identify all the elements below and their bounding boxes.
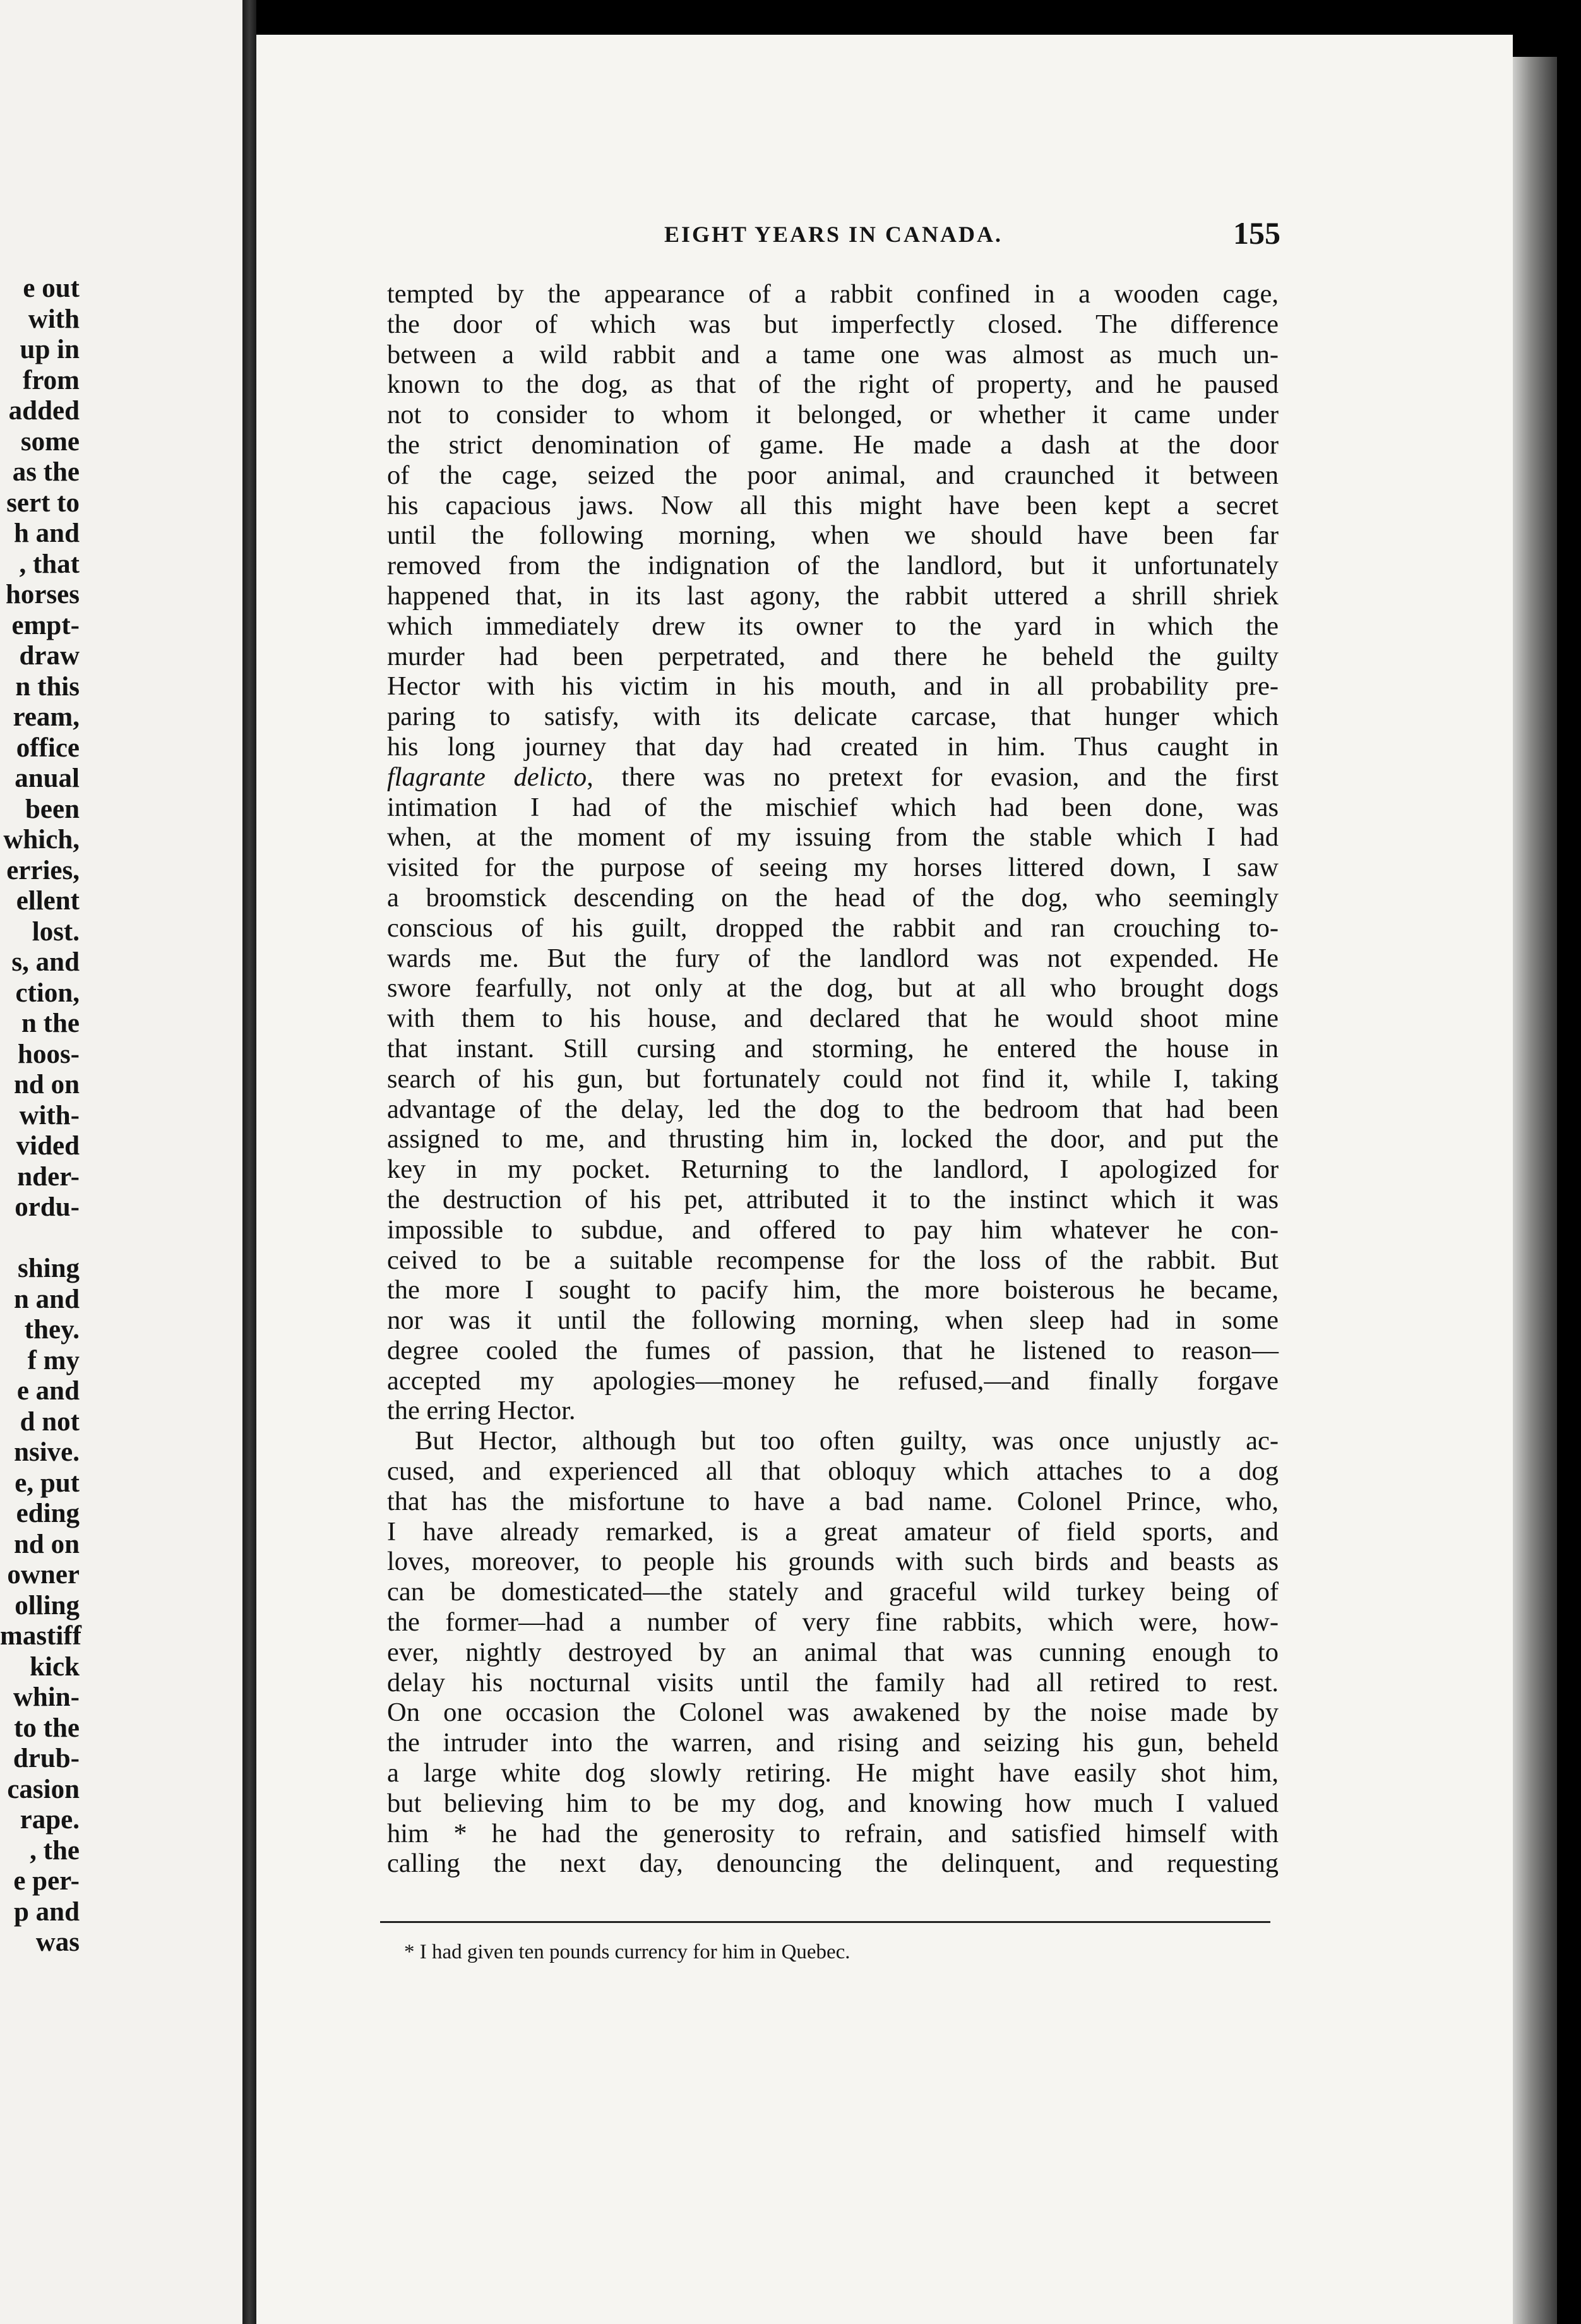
previous-page-line: nsive. — [14, 1437, 80, 1467]
text-line: But Hector, although but too often guilty, was once unjustly ac- — [415, 1426, 1279, 1456]
previous-page-line: whin- — [13, 1682, 80, 1712]
text-line: of the cage, seized the poor animal, and craunched it between — [387, 460, 1279, 490]
body-text — [387, 279, 1279, 1879]
previous-page-line: up in — [20, 335, 80, 364]
text-line: key in my pocket. Returning to the landlord, I apologized for — [387, 1154, 1279, 1185]
text-line: the erring Hector. — [387, 1396, 576, 1426]
previous-page-line: e and — [16, 1376, 80, 1406]
previous-page-line: d not — [20, 1406, 80, 1437]
previous-page-line: ream, — [13, 702, 80, 732]
previous-page-line: eding — [16, 1499, 80, 1528]
text-line: conscious of his guilt, dropped the rabbit and ran crouching to- — [387, 913, 1279, 943]
previous-page-line: nd on — [14, 1070, 80, 1099]
text-line: happened that, in its last agony, the rabbit uttered a shrill shriek — [387, 580, 1279, 611]
text-line: On one occasion the Colonel was awakened by the noise made by — [387, 1698, 1279, 1728]
text-line: between a wild rabbit and a tame one was almost as much un- — [387, 339, 1279, 369]
text-line: search of his gun, but fortunately could not find it, while I, taking — [387, 1063, 1279, 1094]
text-line: advantage of the delay, led the dog to the bedroom that had been — [387, 1094, 1279, 1124]
previous-page-line: anual — [15, 764, 80, 793]
text-line: that instant. Still cursing and storming, he entered the house in — [387, 1033, 1279, 1063]
previous-page-line: with — [28, 304, 80, 334]
text-line: cused, and experienced all that obloquy which attaches to a dog — [387, 1456, 1279, 1487]
text-line: the former—had a number of very fine rabbits, which were, how- — [387, 1607, 1279, 1638]
text-line: him * he had the generosity to refrain, and satisfied himself with — [387, 1818, 1279, 1848]
text-line: until the following morning, when we should have been far — [387, 520, 1279, 551]
text-line: the destruction of his pet, attributed it to the instinct which it was — [387, 1184, 1279, 1214]
text-line: Hector with his victim in his mouth, and in all probability pre- — [387, 671, 1279, 702]
text-line: impossible to subdue, and offered to pay him whatever he con- — [387, 1214, 1279, 1245]
text-line: loves, moreover, to people his grounds with such birds and beasts as — [387, 1547, 1279, 1577]
previous-page-line: from — [23, 365, 80, 395]
previous-page-line: office — [16, 733, 80, 763]
previous-page-line: rape. — [20, 1805, 80, 1835]
previous-page-line: lost. — [32, 916, 80, 947]
page-edge — [1513, 57, 1557, 2324]
text-line: not to consider to whom it belonged, or whether it came under — [387, 400, 1279, 430]
page-number: 155 — [1233, 215, 1280, 251]
text-line: when, at the moment of my issuing from the stable which I had — [387, 822, 1279, 853]
text-line: can be domesticated—the stately and graceful wild turkey being of — [387, 1577, 1279, 1607]
text-line: flagrante delicto, there was no pretext for evasion, and the first — [387, 762, 1279, 792]
text-line: a broomstick descending on the head of the dog, who seemingly — [387, 882, 1279, 913]
previous-page-line: been — [25, 794, 80, 824]
previous-page-line: e out — [23, 273, 80, 303]
previous-page-line: vided — [16, 1131, 80, 1161]
text-line: intimation I had of the mischief which had been done, was — [387, 792, 1279, 822]
text-line: with them to his house, and declared that he would shoot mine — [387, 1003, 1279, 1034]
previous-page-line — [0, 1223, 80, 1254]
previous-page-fragment — [0, 0, 242, 2324]
previous-page-line: as the — [12, 457, 80, 487]
text-line: ever, nightly destroyed by an animal that was cunning enough to — [387, 1637, 1279, 1667]
text-line: nor was it until the following morning, when sleep had in some — [387, 1305, 1279, 1336]
text-line: accepted my apologies—money he refused,—and finally forgave — [387, 1365, 1279, 1396]
previous-page-line: nd on — [14, 1529, 80, 1559]
text-line: ceived to be a suitable recompense for the loss of the rabbit. But — [387, 1245, 1279, 1275]
previous-page-line: hoos- — [18, 1039, 80, 1069]
text-line: degree cooled the fumes of passion, that he listened to reason— — [387, 1335, 1279, 1365]
previous-page-line: n the — [21, 1009, 80, 1038]
book-gutter — [242, 0, 256, 2324]
text-line: the more I sought to pacify him, the more boisterous he became, — [387, 1275, 1279, 1305]
previous-page-line: with- — [19, 1100, 80, 1130]
previous-page-line: erries, — [6, 855, 80, 885]
previous-page-line: e, put — [15, 1468, 80, 1498]
previous-page-line: shing — [17, 1254, 80, 1283]
text-line: that has the misfortune to have a bad name. Colonel Prince, who, — [387, 1486, 1279, 1516]
text-line: tempted by the appearance of a rabbit confined in a wooden cage, — [387, 279, 1279, 309]
text-line: his long journey that day had created in him. Thus caught in — [387, 731, 1279, 762]
previous-page-line: sert to — [6, 488, 80, 518]
previous-page-line: drub- — [13, 1744, 80, 1773]
previous-page-line: draw — [19, 641, 80, 671]
text-line: a large white dog slowly retiring. He might have easily shot him, — [387, 1758, 1279, 1788]
previous-page-line: empt- — [11, 610, 80, 640]
previous-page-line: s, and — [11, 947, 80, 977]
previous-page-line: owner — [7, 1560, 80, 1590]
previous-page-line: to the — [14, 1713, 80, 1743]
previous-page-line: ction, — [15, 978, 80, 1008]
footnote-rule — [380, 1921, 1270, 1923]
previous-page-line: kick — [30, 1651, 80, 1682]
previous-page-line: , that — [19, 549, 80, 579]
text-line: I have already remarked, is a great amateur of field sports, and — [387, 1516, 1279, 1547]
text-line: his capacious jaws. Now all this might have been kept a secret — [387, 490, 1279, 520]
previous-page-line: which, — [3, 825, 80, 854]
text-line: assigned to me, and thrusting him in, locked the door, and put the — [387, 1124, 1279, 1154]
previous-page-line: casion — [7, 1774, 80, 1804]
text-line: the intruder into the warren, and rising and seizing his gun, beheld — [387, 1728, 1279, 1758]
previous-page-line: they. — [24, 1315, 80, 1345]
previous-page-line: was — [35, 1927, 80, 1957]
previous-page-line: h and — [14, 518, 80, 548]
previous-page-line: mastiff — [0, 1621, 81, 1651]
previous-page-line: p and — [14, 1896, 80, 1927]
previous-page-line: nder- — [17, 1161, 80, 1192]
previous-page-text — [0, 273, 80, 1958]
previous-page-line: ellent — [16, 886, 80, 916]
text-line: the door of which was but imperfectly closed. The difference — [387, 309, 1279, 339]
text-line: murder had been perpetrated, and there he beheld the guilty — [387, 641, 1279, 671]
text-line: but believing him to be my dog, and knowing how much I valued — [387, 1788, 1279, 1818]
previous-page-line: some — [20, 426, 80, 457]
previous-page-line: , the — [30, 1835, 80, 1866]
previous-page-line: n this — [15, 671, 80, 702]
text-line: delay his nocturnal visits until the family had all retired to rest. — [387, 1667, 1279, 1698]
previous-page-line: added — [8, 396, 80, 426]
previous-page-line: f my — [27, 1345, 80, 1375]
previous-page-line: olling — [15, 1590, 80, 1620]
text-line: which immediately drew its owner to the yard in which the — [387, 611, 1279, 641]
previous-page-line: n and — [14, 1284, 80, 1314]
text-line: swore fearfully, not only at the dog, but at all who brought dogs — [387, 973, 1279, 1003]
text-line: the strict denomination of game. He made a dash at the door — [387, 429, 1279, 460]
text-line: paring to satisfy, with its delicate carcase, that hunger which — [387, 702, 1279, 732]
text-line: calling the next day, denouncing the delinquent, and requesting — [387, 1848, 1279, 1879]
text-line: removed from the indignation of the landlord, but it unfortunately — [387, 551, 1279, 581]
previous-page-line: e per- — [13, 1866, 80, 1896]
text-line: visited for the purpose of seeing my horses littered down, I saw — [387, 853, 1279, 883]
previous-page-line: horses — [5, 580, 80, 609]
footnote: * I had given ten pounds currency for him in Quebec. — [404, 1941, 850, 1963]
text-line: known to the dog, as that of the right of property, and he paused — [387, 369, 1279, 400]
running-head: EIGHT YEARS IN CANADA. — [664, 222, 1003, 247]
previous-page-line: ordu- — [15, 1192, 80, 1222]
text-line: wards me. But the fury of the landlord was not expended. He — [387, 943, 1279, 973]
